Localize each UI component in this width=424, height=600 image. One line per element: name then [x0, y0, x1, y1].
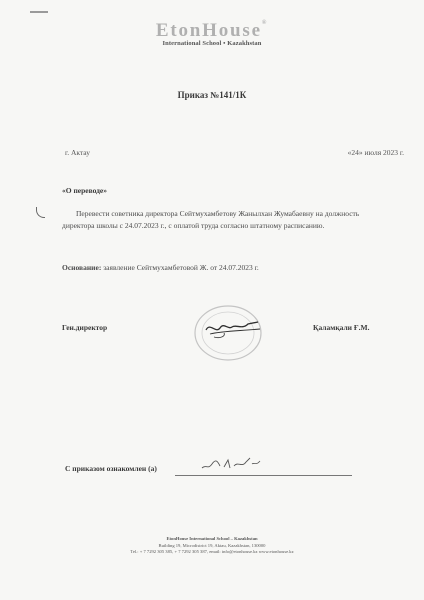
footer-line: EtonHouse International School – Kazakhstan: [166, 536, 258, 541]
brand-name-text: EtonHouse: [155, 20, 262, 41]
document-subject: «О переводе»: [62, 186, 108, 195]
order-body: [62, 208, 402, 232]
basis-line: [62, 263, 259, 272]
order-body-line: Перевести советника директора Сейтмухамбетову Жанылхан Жумабаевну на должность: [76, 209, 360, 218]
document-date: «24» июля 2023 г.: [347, 148, 404, 157]
footer-line: Tel.: + 7 7292 305 385, + 7 7292 305 387, email: info@etonhouse.kz www.etonhouse.kz: [130, 549, 294, 555]
document-title: Приказ №141/1К: [177, 90, 247, 100]
scan-mark: [36, 207, 45, 218]
signer-position: Ген.директор: [62, 323, 108, 332]
city: г. Актау: [65, 148, 91, 157]
acknowledgement-signature-line: [175, 475, 352, 476]
basis-label: Основание:: [62, 263, 102, 272]
brand-name: [0, 20, 424, 42]
director-signature-seal: [188, 300, 268, 362]
footer-line: Building 19, Microdistrict 19, Aktau, Kazakhstan, 130000: [158, 542, 266, 548]
basis-text: заявление Сейтмухамбетовой Ж. от 24.07.2023 г.: [101, 263, 259, 272]
employee-signature: [198, 452, 264, 474]
letterhead-footer: [0, 536, 424, 556]
order-body-line: директора школы с 24.07.2023 г., с оплатой труда согласно штатному расписанию.: [62, 221, 325, 230]
acknowledgement-label: С приказом ознакомлен (а): [65, 464, 157, 473]
scan-mark: [30, 11, 48, 13]
registered-mark: ®: [261, 20, 269, 26]
signer-name: Қаламқали Ғ.М.: [313, 323, 370, 332]
brand-subtitle: International School • Kazakhstan: [162, 40, 262, 47]
letterhead-logo: [0, 20, 424, 47]
